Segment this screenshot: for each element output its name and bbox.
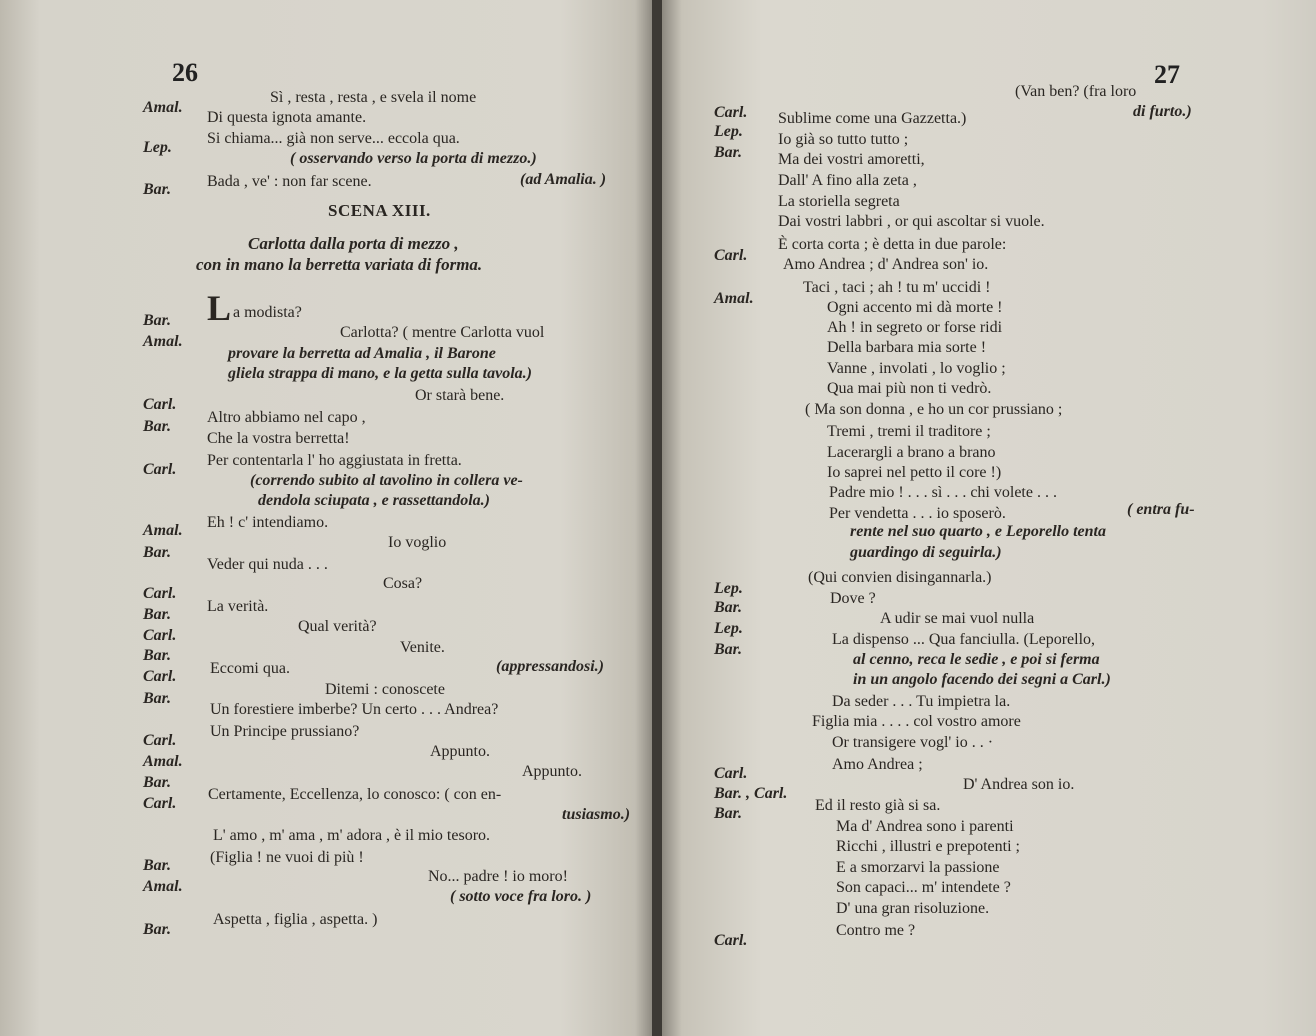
- speaker-label: Carl.: [714, 765, 748, 782]
- right-line: D' una gran risoluzione.: [836, 900, 990, 917]
- left-line: (Figlia ! ne vuoi di più !: [210, 849, 364, 866]
- left-line: Appunto.: [522, 763, 582, 780]
- speaker-label: Carl.: [143, 585, 177, 602]
- right-line: Or transigere vogl' io . . ·: [832, 734, 994, 751]
- right-line: Amo Andrea ;: [832, 756, 923, 773]
- speaker-label: Carl.: [143, 396, 177, 413]
- speaker-label: Bar.: [143, 181, 172, 198]
- right-line: Son capaci... m' intendete ?: [836, 879, 1011, 896]
- speaker-label: Lep.: [714, 620, 743, 637]
- right-line: in un angolo facendo dei segni a Carl.): [853, 671, 1111, 688]
- left-line: No... padre ! io moro!: [428, 868, 568, 885]
- right-line: Figlia mia . . . . col vostro amore: [812, 713, 1021, 730]
- left-line: Che la vostra berretta!: [207, 430, 350, 447]
- speaker-label: Bar.: [714, 805, 743, 822]
- speaker-label: Bar.: [143, 544, 172, 561]
- right-line: Io saprei nel petto il core !): [827, 464, 1002, 481]
- speaker-label: Lep.: [714, 123, 743, 140]
- left-line: Un forestiere imberbe? Un certo . . . Andrea?: [210, 701, 499, 718]
- left-line: ( osservando verso la porta di mezzo.): [290, 150, 537, 167]
- scene-description-line: con in mano la berretta variata di forma.: [196, 255, 483, 274]
- left-line: gliela strappa di mano, e la getta sulla tavola.): [228, 365, 532, 382]
- left-line: tusiasmo.): [562, 806, 631, 823]
- left-line: Carlotta? ( mentre Carlotta vuol: [340, 324, 545, 341]
- right-page: [662, 0, 1316, 1036]
- left-line: dendola sciupata , e rassettandola.): [258, 492, 491, 509]
- scene-heading: SCENA XIII.: [328, 201, 431, 220]
- right-line: ( entra fu-: [1127, 501, 1195, 518]
- right-line: Io già so tutto tutto ;: [778, 131, 909, 148]
- right-line: Contro me ?: [836, 922, 916, 939]
- left-line: Bada , ve' : non far scene.: [207, 173, 372, 190]
- right-line: A udir se mai vuol nulla: [880, 610, 1035, 627]
- left-line: (appressandosi.): [496, 658, 605, 675]
- speaker-label: Carl.: [143, 732, 177, 749]
- right-line: Qua mai più non ti vedrò.: [827, 380, 992, 397]
- right-line: Ah ! in segreto or forse ridi: [827, 319, 1003, 336]
- left-line: ( sotto voce fra loro. ): [450, 888, 592, 905]
- speaker-label: Bar.: [143, 418, 172, 435]
- right-line: Ricchi , illustri e prepotenti ;: [836, 838, 1020, 855]
- right-line: Lacerargli a brano a brano: [827, 444, 996, 461]
- right-line: Dove ?: [830, 590, 876, 607]
- left-line: (correndo subito al tavolino in collera ve-: [250, 472, 523, 489]
- speaker-label: Amal.: [143, 99, 183, 116]
- left-line: Eh ! c' intendiamo.: [207, 514, 329, 531]
- right-line: Tremi , tremi il traditore ;: [827, 423, 991, 440]
- book-gutter: [652, 0, 662, 1036]
- left-line: Per contentarla l' ho aggiustata in fretta.: [207, 452, 462, 469]
- left-line: Eccomi qua.: [210, 660, 290, 677]
- right-line: D' Andrea son io.: [963, 776, 1075, 793]
- speaker-label: Bar.: [143, 606, 172, 623]
- scene-description-line: Carlotta dalla porta di mezzo ,: [248, 234, 459, 253]
- right-line: Ed il resto già si sa.: [815, 797, 941, 814]
- right-line: Taci , taci ; ah ! tu m' uccidi !: [803, 279, 991, 296]
- left-line: Qual verità?: [298, 618, 377, 635]
- speaker-label: Bar.: [143, 312, 172, 329]
- left-line: Un Principe prussiano?: [210, 723, 360, 740]
- right-line: Ma dei vostri amoretti,: [778, 151, 925, 168]
- speaker-label: Bar.: [143, 690, 172, 707]
- speaker-label: Carl.: [714, 247, 748, 264]
- right-line: Vanne , involati , lo voglio ;: [827, 360, 1006, 377]
- right-line: Ma d' Andrea sono i parenti: [836, 818, 1014, 835]
- right-line: Sublime come una Gazzetta.): [778, 110, 967, 127]
- left-line: a modista?: [233, 304, 302, 321]
- left-line: La verità.: [207, 598, 269, 615]
- speaker-label: Bar.: [714, 641, 743, 658]
- speaker-label: Bar.: [714, 144, 743, 161]
- speaker-label: Bar.: [714, 599, 743, 616]
- left-line: provare la berretta ad Amalia , il Barone: [228, 345, 496, 362]
- left-line: Si chiama... già non serve... eccola qua.: [207, 130, 460, 147]
- speaker-label: Carl.: [143, 627, 177, 644]
- right-line: Per vendetta . . . io sposerò.: [829, 505, 1006, 522]
- left-line: Appunto.: [430, 743, 490, 760]
- left-line: Veder qui nuda . . .: [207, 556, 328, 573]
- speaker-label: Carl.: [714, 932, 748, 949]
- right-line: Padre mio ! . . . sì . . . chi volete . . .: [829, 484, 1057, 501]
- speaker-label: Bar.: [143, 857, 172, 874]
- speaker-label: Amal.: [143, 753, 183, 770]
- speaker-label: Bar.: [143, 647, 172, 664]
- right-line: E a smorzarvi la passione: [836, 859, 1000, 876]
- speaker-label: Bar.: [143, 921, 172, 938]
- left-line: Certamente, Eccellenza, lo conosco: ( con en-: [208, 786, 502, 803]
- page-number: 26: [172, 58, 198, 87]
- right-line: Da seder . . . Tu impietra la.: [832, 693, 1011, 710]
- left-line: Altro abbiamo nel capo ,: [207, 409, 366, 426]
- right-line: Dall' A fino alla zeta ,: [778, 172, 917, 189]
- left-line: Aspetta , figlia , aspetta. ): [213, 911, 378, 928]
- left-line: Ditemi : conoscete: [325, 681, 445, 698]
- right-line: La dispenso ... Qua fanciulla. (Leporello,: [832, 631, 1096, 648]
- left-line: Venite.: [400, 639, 445, 656]
- right-line: (Van ben? (fra loro: [1015, 83, 1137, 100]
- left-page: [0, 0, 652, 1036]
- speaker-label: Amal.: [714, 290, 754, 307]
- right-line: al cenno, reca le sedie , e poi si ferma: [853, 651, 1100, 668]
- speaker-label: Carl.: [143, 795, 177, 812]
- speaker-label: Bar.: [143, 774, 172, 791]
- speaker-label: Amal.: [143, 878, 183, 895]
- right-line: Amo Andrea ; d' Andrea son' io.: [783, 256, 989, 273]
- left-line: Or starà bene.: [415, 387, 505, 404]
- left-line: Di questa ignota amante.: [207, 109, 367, 126]
- speaker-label: Lep.: [143, 139, 172, 156]
- speaker-label: Amal.: [143, 333, 183, 350]
- left-line: Io voglio: [388, 534, 447, 551]
- speaker-label: Lep.: [714, 580, 743, 597]
- right-line: guardingo di seguirla.): [850, 544, 1002, 561]
- speaker-label: Carl.: [143, 668, 177, 685]
- right-line: rente nel suo quarto , e Leporello tenta: [850, 523, 1106, 540]
- right-line: di furto.): [1133, 103, 1192, 120]
- left-line: Cosa?: [383, 575, 423, 592]
- right-line: Ogni accento mi dà morte !: [827, 299, 1003, 316]
- right-line: La storiella segreta: [778, 193, 900, 210]
- left-line: L' amo , m' ama , m' adora , è il mio tesoro.: [213, 827, 491, 844]
- right-line: (Qui convien disingannarla.): [808, 569, 992, 586]
- page-number: 27: [1154, 60, 1180, 89]
- left-line: Sì , resta , resta , e svela il nome: [270, 89, 477, 106]
- speaker-label: Carl.: [714, 104, 748, 121]
- right-line: Della barbara mia sorte !: [827, 339, 987, 356]
- right-line: Dai vostri labbri , or qui ascoltar si vuole.: [778, 213, 1045, 230]
- speaker-label: Carl.: [143, 461, 177, 478]
- drop-cap: L: [207, 288, 232, 328]
- speaker-label: Amal.: [143, 522, 183, 539]
- right-line: ( Ma son donna , e ho un cor prussiano ;: [805, 401, 1063, 418]
- right-line: È corta corta ; è detta in due parole:: [778, 236, 1007, 253]
- speaker-label: Bar. , Carl.: [714, 785, 788, 802]
- left-line: (ad Amalia. ): [520, 171, 607, 188]
